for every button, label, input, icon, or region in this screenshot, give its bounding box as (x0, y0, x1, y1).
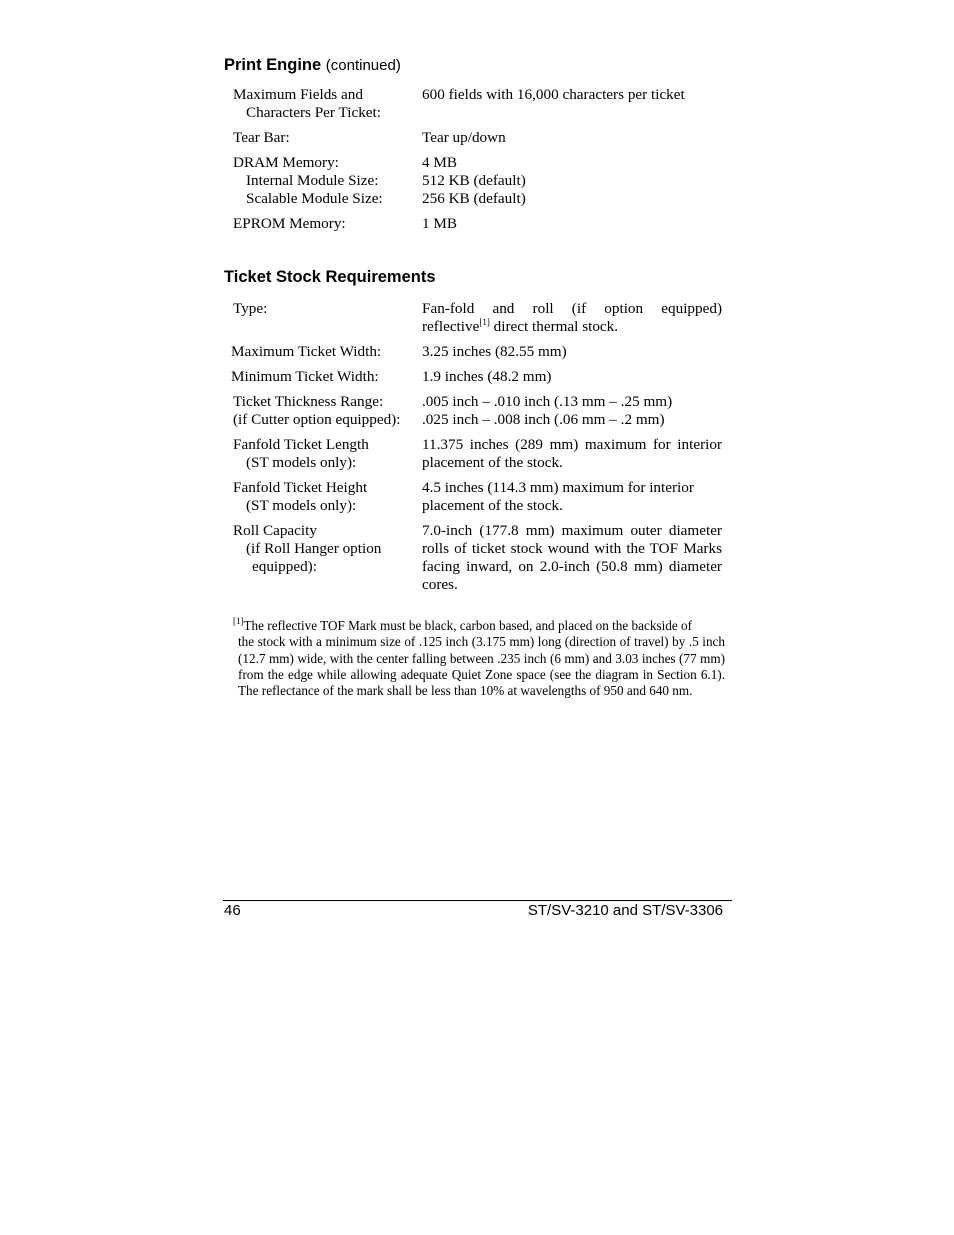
heading-subtitle: (continued) (325, 57, 401, 74)
spec-value: 7.0-inch (177.8 mm) maximum outer diameter rolls of ticket stock wound with the TOF Marks facing inward, on 2.0-inch (50.8 mm) diameter cores. (422, 522, 722, 593)
section-heading-ticket-stock: Ticket Stock Requirements (224, 268, 436, 286)
label-line: Maximum Fields and (233, 86, 363, 103)
label-line: Internal Module Size: (246, 172, 379, 189)
spec-value: 4.5 inches (114.3 mm) maximum for interior placement of the stock. (422, 479, 694, 514)
footnote-text: The reflective TOF Mark must be black, carbon based, and placed on the backside of (243, 618, 692, 633)
page-number: 46 (224, 902, 241, 919)
spec-label: Tear Bar: (233, 129, 290, 146)
spec-label (233, 436, 369, 472)
spec-value: 1.9 inches (48.2 mm) (422, 368, 552, 385)
label-line: Ticket Thickness Range: (233, 393, 384, 410)
value-line: 512 KB (default) (422, 172, 526, 189)
spec-label (233, 86, 381, 122)
spec-label: Type: (233, 300, 268, 317)
label-line: equipped): (252, 558, 317, 575)
label-line: Roll Capacity (233, 522, 317, 539)
value-text: direct thermal stock. (489, 318, 619, 335)
spec-label (233, 479, 367, 515)
label-line: (if Roll Hanger option (246, 540, 382, 557)
document-title: ST/SV-3210 and ST/SV-3306 (527, 902, 723, 919)
spec-value (422, 154, 722, 208)
spec-label: Maximum Ticket Width: (231, 343, 382, 360)
footnote-ref: [1] (479, 317, 490, 327)
footnote-first-line (233, 618, 725, 634)
value-line: .025 inch – .008 inch (.06 mm – .2 mm) (422, 411, 665, 428)
spec-value (422, 86, 722, 104)
heading-title: Print Engine (224, 56, 322, 74)
spec-label: Minimum Ticket Width: (231, 368, 379, 385)
label-line: Fanfold Ticket Length (233, 436, 369, 453)
label-line: DRAM Memory: (233, 154, 339, 171)
spec-value (422, 393, 722, 429)
footnote (233, 618, 725, 699)
spec-label (233, 393, 400, 429)
value-line: 256 KB (default) (422, 190, 526, 207)
spec-value: 1 MB (422, 215, 458, 232)
label-line: (ST models only): (246, 454, 357, 471)
spec-label (233, 522, 381, 576)
value-line: 4 MB (422, 154, 458, 171)
value-line: .005 inch – .010 inch (.13 mm – .25 mm) (422, 393, 673, 410)
label-line: (ST models only): (246, 497, 357, 514)
spec-label (233, 154, 383, 208)
spec-label: EPROM Memory: (233, 215, 346, 232)
spec-value: 11.375 inches (289 mm) maximum for interior placement of the stock. (422, 436, 722, 471)
spec-value (422, 300, 722, 336)
value-line: 600 fields with 16,000 characters per ticket (422, 86, 685, 103)
spec-value: Tear up/down (422, 129, 506, 146)
section-heading-print-engine (224, 56, 401, 75)
label-line: Fanfold Ticket Height (233, 479, 368, 496)
footnote-marker: [1] (233, 616, 244, 626)
label-line: Scalable Module Size: (246, 190, 383, 207)
footnote-body: the stock with a minimum size of .125 inch (3.175 mm) long (direction of travel) by .5 inch (12.7 mm) wide, with the center falling between .235 inch (6 mm) and 3.03 inches (77 mm) from the edge while allowing adequate Quiet Zone space (see the diagram in Section 6.1). The reflectance of the mark shall be less than 10% at wavelengths of 950 and 640 nm. (238, 634, 725, 699)
value-text: reflective (422, 318, 480, 335)
spec-value: 3.25 inches (82.55 mm) (422, 343, 567, 360)
label-line: (if Cutter option equipped): (233, 411, 401, 428)
label-line: Characters Per Ticket: (246, 104, 381, 121)
value-line (422, 318, 722, 336)
value-line: Fan-fold and roll (if option equipped) (422, 300, 722, 317)
